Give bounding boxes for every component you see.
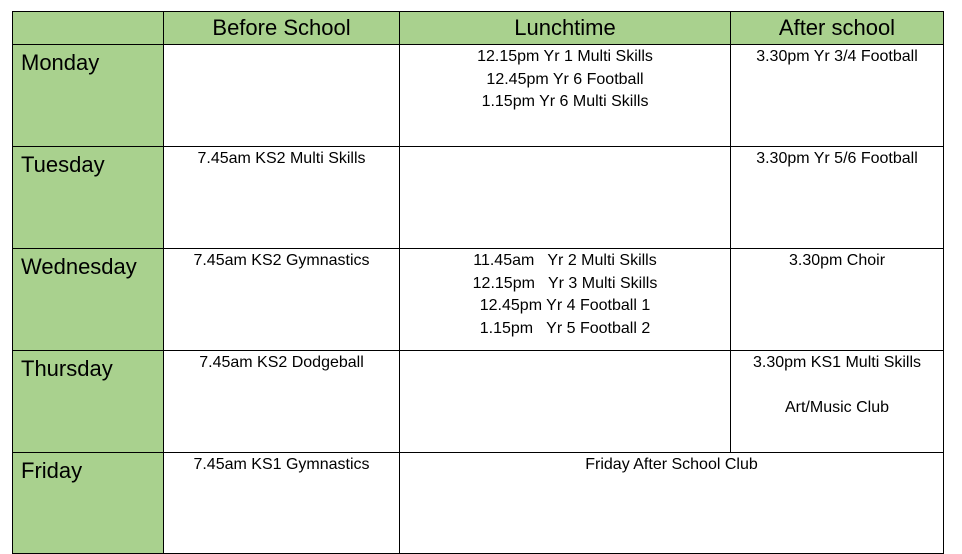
after-school-cell: [731, 249, 944, 351]
activity-entry: 1.15pm Yr 5 Football 2: [479, 319, 651, 337]
before-school-cell: [164, 249, 400, 351]
day-row-tuesday: [13, 147, 944, 249]
activity-entry: 7.45am KS2 Gymnastics: [193, 252, 370, 269]
column-header-before-school: Before School: [164, 12, 400, 45]
after-school-cell: [731, 45, 944, 147]
corner-cell: [13, 12, 164, 45]
activity-entry: Art/Music Club: [784, 399, 890, 416]
day-row-wednesday: [13, 249, 944, 351]
lunchtime-cell: [400, 249, 731, 351]
lunch-and-after-school-merged-cell: [400, 453, 944, 554]
blank-line: [731, 375, 943, 398]
activity-entry: 7.45am KS1 Gymnastics: [193, 456, 370, 473]
day-label: Thursday: [13, 351, 164, 453]
day-row-thursday: [13, 351, 944, 453]
day-label: Tuesday: [13, 147, 164, 249]
activities-timetable: [12, 11, 944, 554]
day-label: Friday: [13, 453, 164, 554]
day-label: Wednesday: [13, 249, 164, 351]
activity-entry: Friday After School Club: [585, 456, 758, 473]
activity-entry: 3.30pm KS1 Multi Skills: [752, 354, 922, 371]
before-school-cell: [164, 453, 400, 554]
lunchtime-cell: [400, 147, 731, 249]
day-row-friday: [13, 453, 944, 554]
activity-entry: 12.45pm Yr 6 Football: [486, 70, 644, 88]
lunchtime-cell: [400, 351, 731, 453]
column-header-lunchtime: Lunchtime: [400, 12, 731, 45]
after-school-cell: [731, 147, 944, 249]
column-header-after-school: After school: [731, 12, 944, 45]
after-school-cell: [731, 351, 944, 453]
day-row-monday: [13, 45, 944, 147]
activity-entry: 3.30pm Yr 3/4 Football: [756, 48, 918, 65]
activity-entry: 3.30pm Choir: [788, 252, 886, 269]
activity-entry: 12.15pm Yr 3 Multi Skills: [472, 274, 658, 292]
day-label: Monday: [13, 45, 164, 147]
lunchtime-cell: [400, 45, 731, 147]
activity-entry: 3.30pm Yr 5/6 Football: [756, 150, 918, 167]
activity-entry: 12.15pm Yr 1 Multi Skills: [477, 48, 653, 65]
header-row: [13, 12, 944, 45]
before-school-cell: [164, 45, 400, 147]
activity-entry: 7.45am KS2 Multi Skills: [197, 150, 366, 167]
activity-entry: 1.15pm Yr 6 Multi Skills: [481, 93, 649, 110]
activity-entry: 7.45am KS2 Dodgeball: [199, 354, 364, 371]
activity-entry: 11.45am Yr 2 Multi Skills: [473, 252, 657, 269]
before-school-cell: [164, 147, 400, 249]
page-edge-mark: [12, 538, 13, 554]
activity-entry: 12.45pm Yr 4 Football 1: [479, 297, 651, 314]
before-school-cell: [164, 351, 400, 453]
